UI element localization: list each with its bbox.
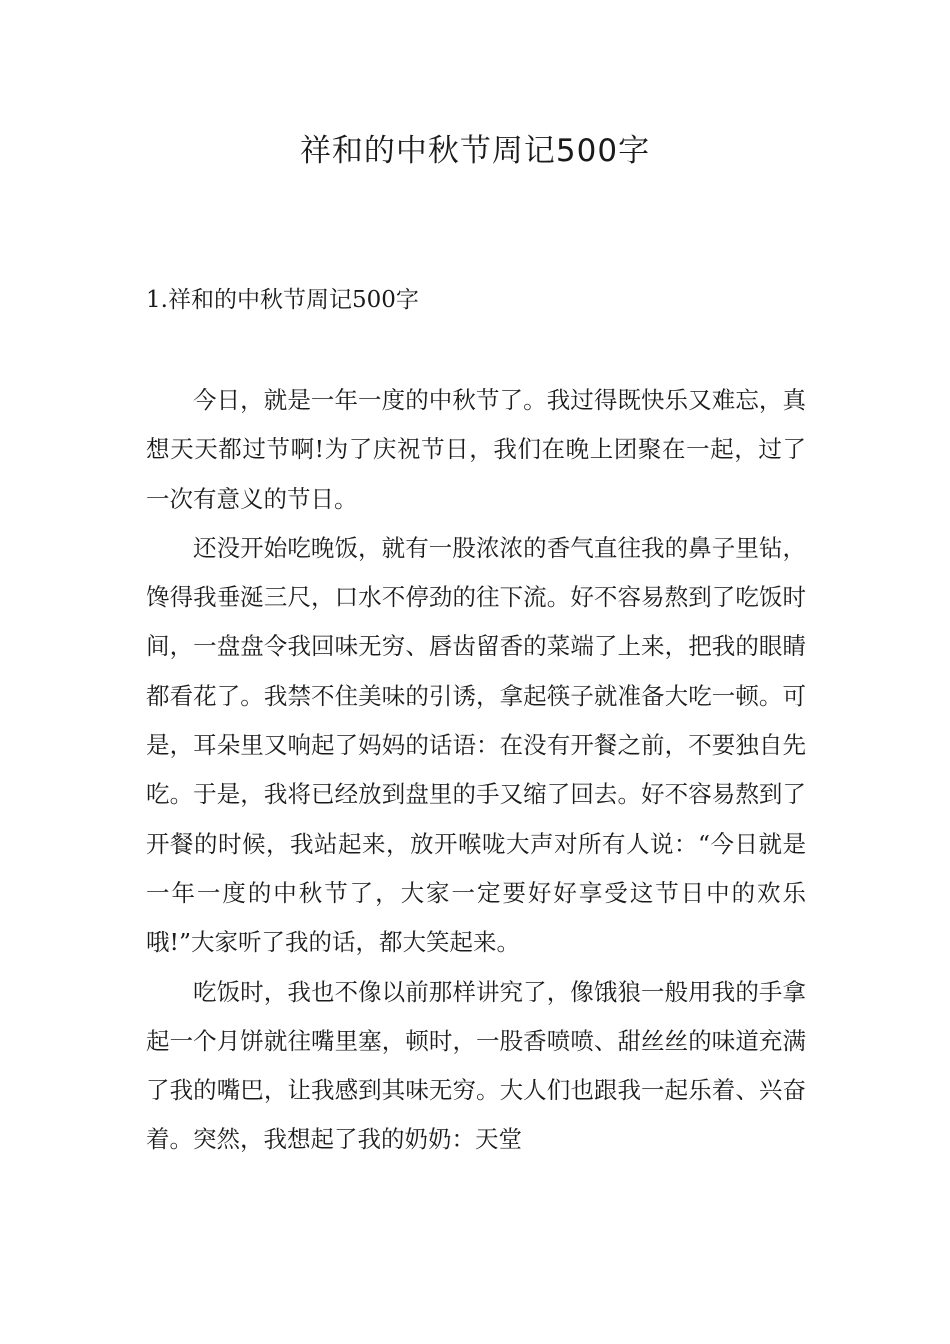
paragraph: 吃饭时，我也不像以前那样讲究了，像饿狼一般用我的手拿起一个月饼就往嘴里塞，顿时，一股香喷喷、甜丝丝的味道充满了我的嘴巴，让我感到其味无穷。大人们也跟我一起乐着、兴奋着。突然，我想起了我的奶奶：天堂 — [146, 977, 806, 1154]
body-text — [146, 376, 806, 1165]
document-title: 祥和的中秋节周记500字 — [299, 133, 651, 169]
section-heading: 1.祥和的中秋节周记500字 — [146, 287, 419, 313]
paragraph: 今日，就是一年一度的中秋节了。我过得既快乐又难忘，真想天天都过节啊!为了庆祝节日，我们在晚上团聚在一起，过了一次有意义的节日。 — [146, 386, 806, 513]
paragraph: 还没开始吃晚饭，就有一股浓浓的香气直往我的鼻子里钻，馋得我垂涎三尺，口水不停劲的往下流。好不容易熬到了吃饭时间，一盘盘令我回味无穷、唇齿留香的菜端了上来，把我的眼睛都看花了。我禁不住美味的引诱，拿起筷子就准备大吃一顿。可是，耳朵里又响起了妈妈的话语：在没有开餐之前，不要独自先吃。于是，我将已经放到盘里的手又缩了回去。好不容易熬到了开餐的时候，我站起来，放开喉咙大声对所有人说：“今日就是一年一度的中秋节了，大家一定要好好享受这节日中的欢乐哦!”大家听了我的话，都大笑起来。 — [146, 533, 806, 957]
